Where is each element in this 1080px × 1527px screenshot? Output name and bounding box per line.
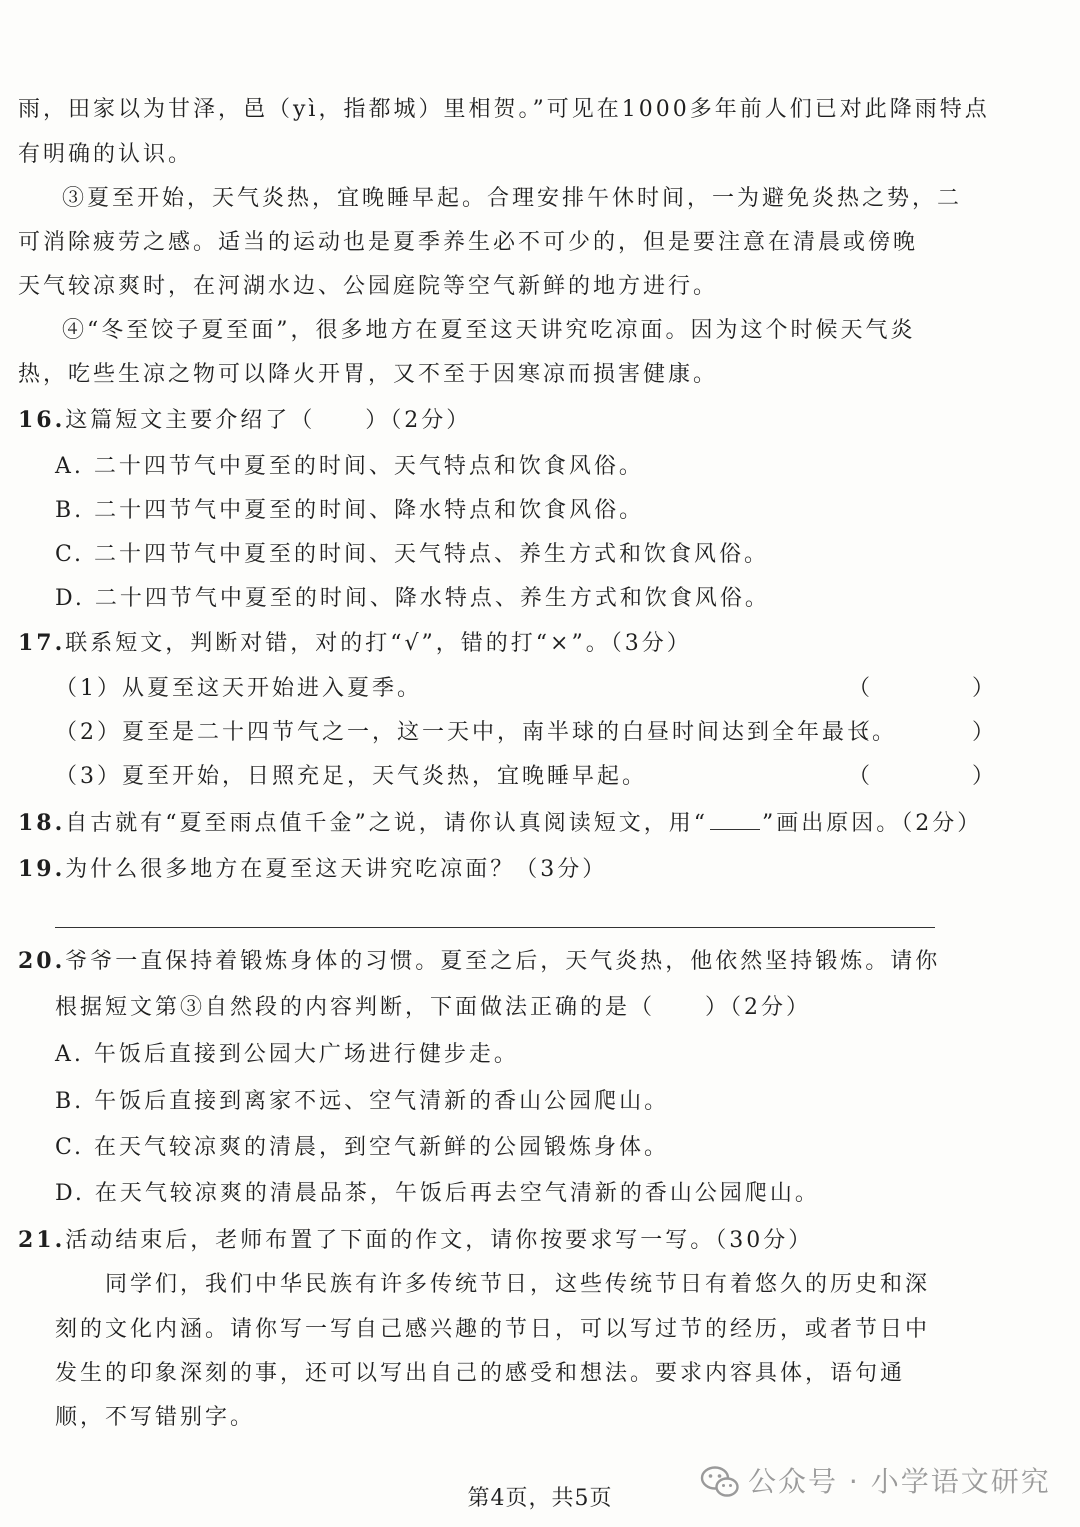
question-text: 爷爷一直保持着锻炼身体的习惯。夏至之后，天气炎热，他依然坚持锻炼。请你 xyxy=(65,949,941,974)
passage-line-2: 有明确的认识。 xyxy=(18,142,194,167)
question-20-line-2: 根据短文第③自然段的内容判断，下面做法正确的是（ ）（2分） xyxy=(55,995,811,1020)
q16-option-b: B. 二十四节气中夏至的时间、降水特点和饮食风俗。 xyxy=(55,498,645,523)
question-20 xyxy=(18,946,940,977)
watermark-text: 公众号 · 小学语文研究 xyxy=(748,1465,1051,1498)
q20-option-d: D. 在天气较凉爽的清晨品茶，午饭后再去空气清新的香山公园爬山。 xyxy=(55,1181,820,1206)
answer-line[interactable] xyxy=(55,927,935,928)
passage-line-7: 热，吃些生凉之物可以降火开胃，又不至于因寒凉而损害健康。 xyxy=(18,362,719,387)
question-number: 16. xyxy=(18,407,66,433)
passage-line-5: 天气较凉爽时，在河湖水边、公园庭院等空气新鲜的地方进行。 xyxy=(18,274,719,299)
question-number: 20. xyxy=(18,948,66,974)
essay-prompt-line-4: 顺，不写错别字。 xyxy=(55,1405,256,1430)
question-16 xyxy=(18,405,471,436)
question-21 xyxy=(18,1225,813,1256)
essay-prompt-line-3: 发生的印象深刻的事，还可以写出自己的感受和想法。要求内容具体，语句通 xyxy=(55,1361,906,1386)
question-text: 这篇短文主要介绍了（ ）（2分） xyxy=(65,408,472,433)
q17-answer-paren-3[interactable]: （ ） xyxy=(848,764,1035,789)
essay-prompt-line-1: 同学们，我们中华民族有许多传统节日，这些传统节日有着悠久的历史和深 xyxy=(105,1272,931,1297)
question-17 xyxy=(18,628,692,659)
underline-sample xyxy=(710,813,760,830)
passage-line-3: ③夏至开始，天气炎热，宜晚睡早起。合理安排午休时间，一为避免炎热之势，二 xyxy=(62,186,963,211)
question-19 xyxy=(18,854,607,885)
passage-line-4: 可消除疲劳之感。适当的运动也是夏季养生必不可少的，但是要注意在清晨或傍晚 xyxy=(18,230,919,255)
question-text-before: 自古就有“夏至雨点值千金”之说，请你认真阅读短文，用“ xyxy=(65,811,709,836)
q16-option-c: C. 二十四节气中夏至的时间、天气特点、养生方式和饮食风俗。 xyxy=(55,542,770,567)
wechat-icon xyxy=(700,1465,740,1499)
q16-option-d: D. 二十四节气中夏至的时间、降水特点、养生方式和饮食风俗。 xyxy=(55,586,770,611)
question-number: 21. xyxy=(18,1227,66,1253)
question-18 xyxy=(18,808,982,839)
q17-item-1: （1）从夏至这天开始进入夏季。 xyxy=(55,676,422,701)
essay-prompt-line-2: 刻的文化内涵。请你写一写自己感兴趣的节日，可以写过节的经历，或者节日中 xyxy=(55,1317,931,1342)
q20-option-c: C. 在天气较凉爽的清晨，到空气新鲜的公园锻炼身体。 xyxy=(55,1135,670,1160)
question-number: 18. xyxy=(18,810,66,836)
question-number: 19. xyxy=(18,856,66,882)
question-text-after: ”画出原因。（2分） xyxy=(762,811,983,836)
q20-option-a: A. 午饭后直接到公园大广场进行健步走。 xyxy=(55,1042,519,1067)
passage-line-6: ④“冬至饺子夏至面”，很多地方在夏至这天讲究吃凉面。因为这个时候天气炎 xyxy=(62,318,916,343)
q17-answer-paren-2[interactable]: （ ） xyxy=(848,720,1035,745)
passage-line-1: 雨，田家以为甘泽，邑（yì，指都城）里相贺。”可见在1000多年前人们已对此降雨特点 xyxy=(18,97,990,122)
q17-item-3: （3）夏至开始，日照充足，天气炎热，宜晚睡早起。 xyxy=(55,764,647,789)
question-text: 联系短文，判断对错，对的打“√”，错的打“×”。（3分） xyxy=(65,631,692,656)
page-number: 第4页，共5页 xyxy=(467,1486,613,1511)
watermark xyxy=(700,1462,1051,1502)
q16-option-a: A. 二十四节气中夏至的时间、天气特点和饮食风俗。 xyxy=(55,454,644,479)
question-text: 活动结束后，老师布置了下面的作文，请你按要求写一写。（30分） xyxy=(65,1228,814,1253)
q17-item-2: （2）夏至是二十四节气之一，这一天中，南半球的白昼时间达到全年最长。 xyxy=(55,720,897,745)
question-number: 17. xyxy=(18,630,66,656)
q17-answer-paren-1[interactable]: （ ） xyxy=(848,676,1035,701)
q20-option-b: B. 午饭后直接到离家不远、空气清新的香山公园爬山。 xyxy=(55,1089,670,1114)
question-text: 为什么很多地方在夏至这天讲究吃凉面？（3分） xyxy=(65,857,608,882)
